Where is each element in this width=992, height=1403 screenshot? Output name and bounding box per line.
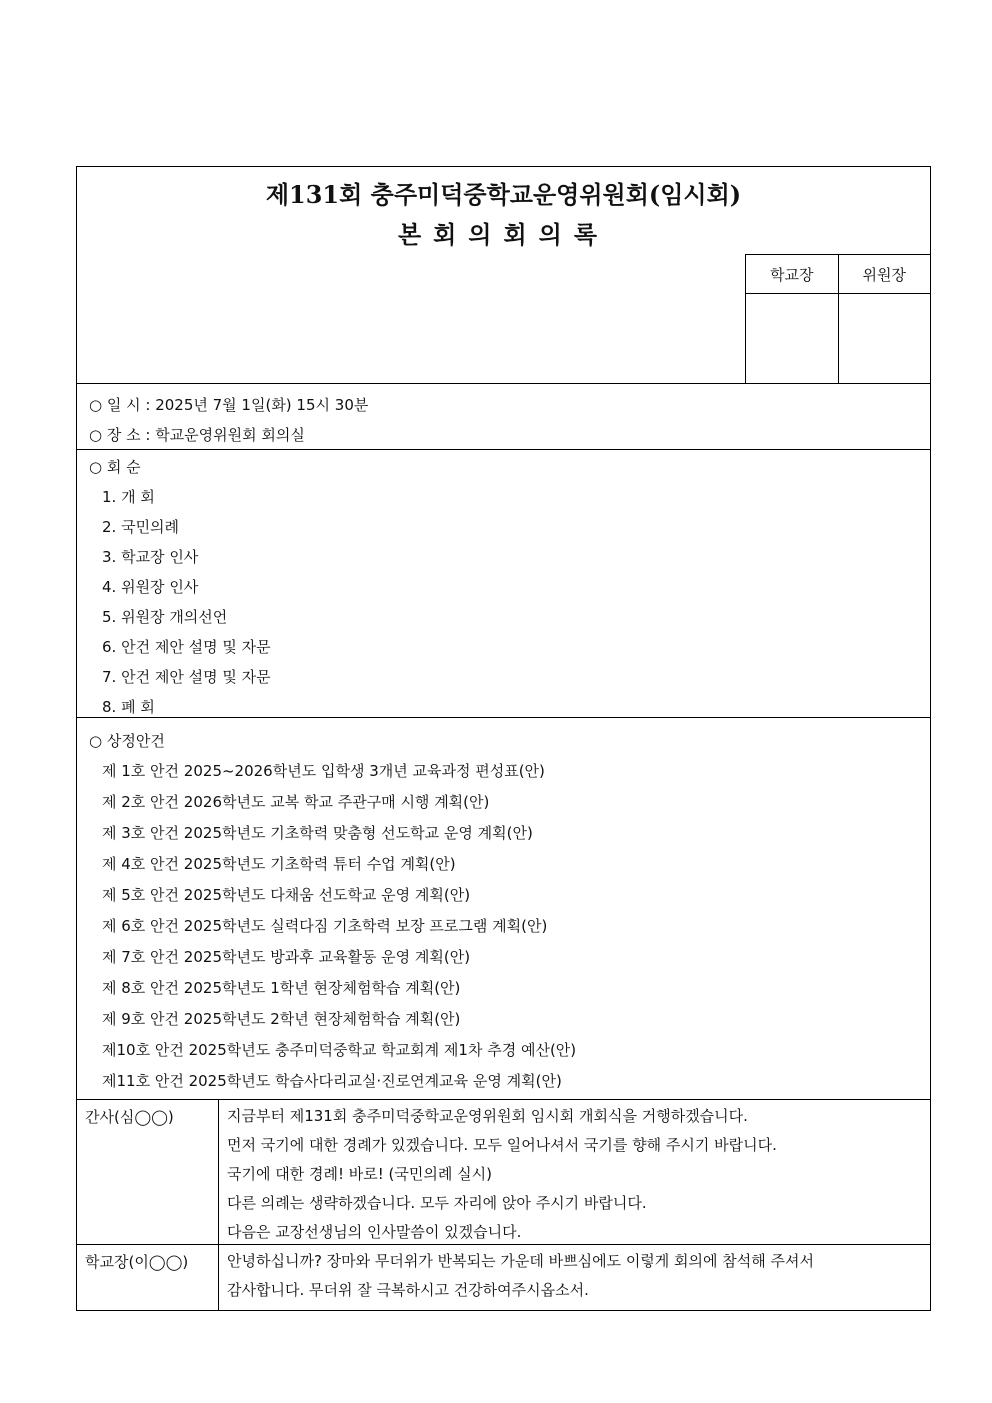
order-item: 7. 안건 제안 설명 및 자문	[102, 668, 271, 686]
approval-principal-sign	[746, 294, 839, 384]
approval-principal-label: 학교장	[746, 255, 839, 294]
order-item: 2. 국민의례	[102, 518, 180, 536]
agenda-item: 제 2호 안건 2026학년도 교복 학교 주관구매 시행 계획(안)	[102, 793, 490, 811]
minutes-entry	[77, 1245, 930, 1310]
meeting-datetime: ○ 일 시 : 2025년 7월 1일(화) 15시 30분	[89, 396, 369, 414]
speech-line: 안녕하십니까? 장마와 무더위가 반복되는 가운데 바쁘심에도 이렇게 회의에 참석해 주셔서	[227, 1252, 815, 1270]
document-subtitle: 본회의회의록	[397, 220, 610, 249]
speech-line: 다음은 교장선생님의 인사말씀이 있겠습니다.	[227, 1223, 522, 1241]
agenda-item: 제 4호 안건 2025학년도 기초학력 튜터 수업 계획(안)	[102, 855, 456, 873]
approval-box	[745, 254, 931, 384]
agenda-section	[77, 718, 930, 1100]
speech-line: 국기에 대한 경례! 바로! (국민의례 실시)	[227, 1165, 492, 1183]
speaker-name: 간사(심◯◯)	[77, 1100, 219, 1244]
agenda-item: 제 3호 안건 2025학년도 기초학력 맞춤형 선도학교 운영 계획(안)	[102, 824, 533, 842]
meeting-place: ○ 장 소 : 학교운영위원회 회의실	[89, 426, 305, 444]
title-block	[77, 167, 930, 384]
approval-chair-sign	[838, 294, 931, 384]
order-item: 1. 개 회	[102, 488, 155, 506]
speech-text	[219, 1100, 930, 1244]
meeting-order	[77, 450, 930, 718]
agenda-item: 제 8호 안건 2025학년도 1학년 현장체험학습 계획(안)	[102, 979, 461, 997]
agenda-heading: ○ 상정안건	[89, 732, 165, 750]
agenda-item: 제 5호 안건 2025학년도 다채움 선도학교 운영 계획(안)	[102, 886, 471, 904]
meeting-info	[77, 384, 930, 450]
order-item: 4. 위원장 인사	[102, 578, 199, 596]
order-item: 3. 학교장 인사	[102, 548, 199, 566]
document-title: 제131회 충주미덕중학교운영위원회(임시회)	[265, 180, 742, 209]
agenda-item: 제11호 안건 2025학년도 학습사다리교실·진로연계교육 운영 계획(안)	[102, 1072, 562, 1090]
speaker-name: 학교장(이◯◯)	[77, 1245, 219, 1310]
agenda-item: 제 9호 안건 2025학년도 2학년 현장체험학습 계획(안)	[102, 1010, 461, 1028]
agenda-item: 제 7호 안건 2025학년도 방과후 교육활동 운영 계획(안)	[102, 948, 471, 966]
speech-line: 먼저 국기에 대한 경례가 있겠습니다. 모두 일어나셔서 국기를 향해 주시기 바랍니다.	[227, 1136, 777, 1154]
speech-line: 지금부터 제131회 충주미덕중학교운영위원회 임시회 개회식을 거행하겠습니다.	[227, 1107, 748, 1125]
minutes-entry	[77, 1100, 930, 1245]
speech-line: 감사합니다. 무더위 잘 극복하시고 건강하여주시옵소서.	[227, 1281, 589, 1299]
speech-text	[219, 1245, 930, 1310]
agenda-item: 제 1호 안건 2025~2026학년도 입학생 3개년 교육과정 편성표(안)	[102, 762, 545, 780]
agenda-item: 제10호 안건 2025학년도 충주미덕중학교 학교회계 제1차 추경 예산(안)	[102, 1041, 577, 1059]
order-item: 5. 위원장 개의선언	[102, 608, 228, 626]
order-item: 8. 폐 회	[102, 698, 155, 716]
approval-chair-label: 위원장	[838, 255, 931, 294]
agenda-item: 제 6호 안건 2025학년도 실력다짐 기초학력 보장 프로그램 계획(안)	[102, 917, 548, 935]
order-item: 6. 안건 제안 설명 및 자문	[102, 638, 271, 656]
order-heading: ○ 회 순	[89, 458, 141, 476]
minutes-document	[76, 166, 931, 1311]
speech-line: 다른 의례는 생략하겠습니다. 모두 자리에 앉아 주시기 바랍니다.	[227, 1194, 647, 1212]
